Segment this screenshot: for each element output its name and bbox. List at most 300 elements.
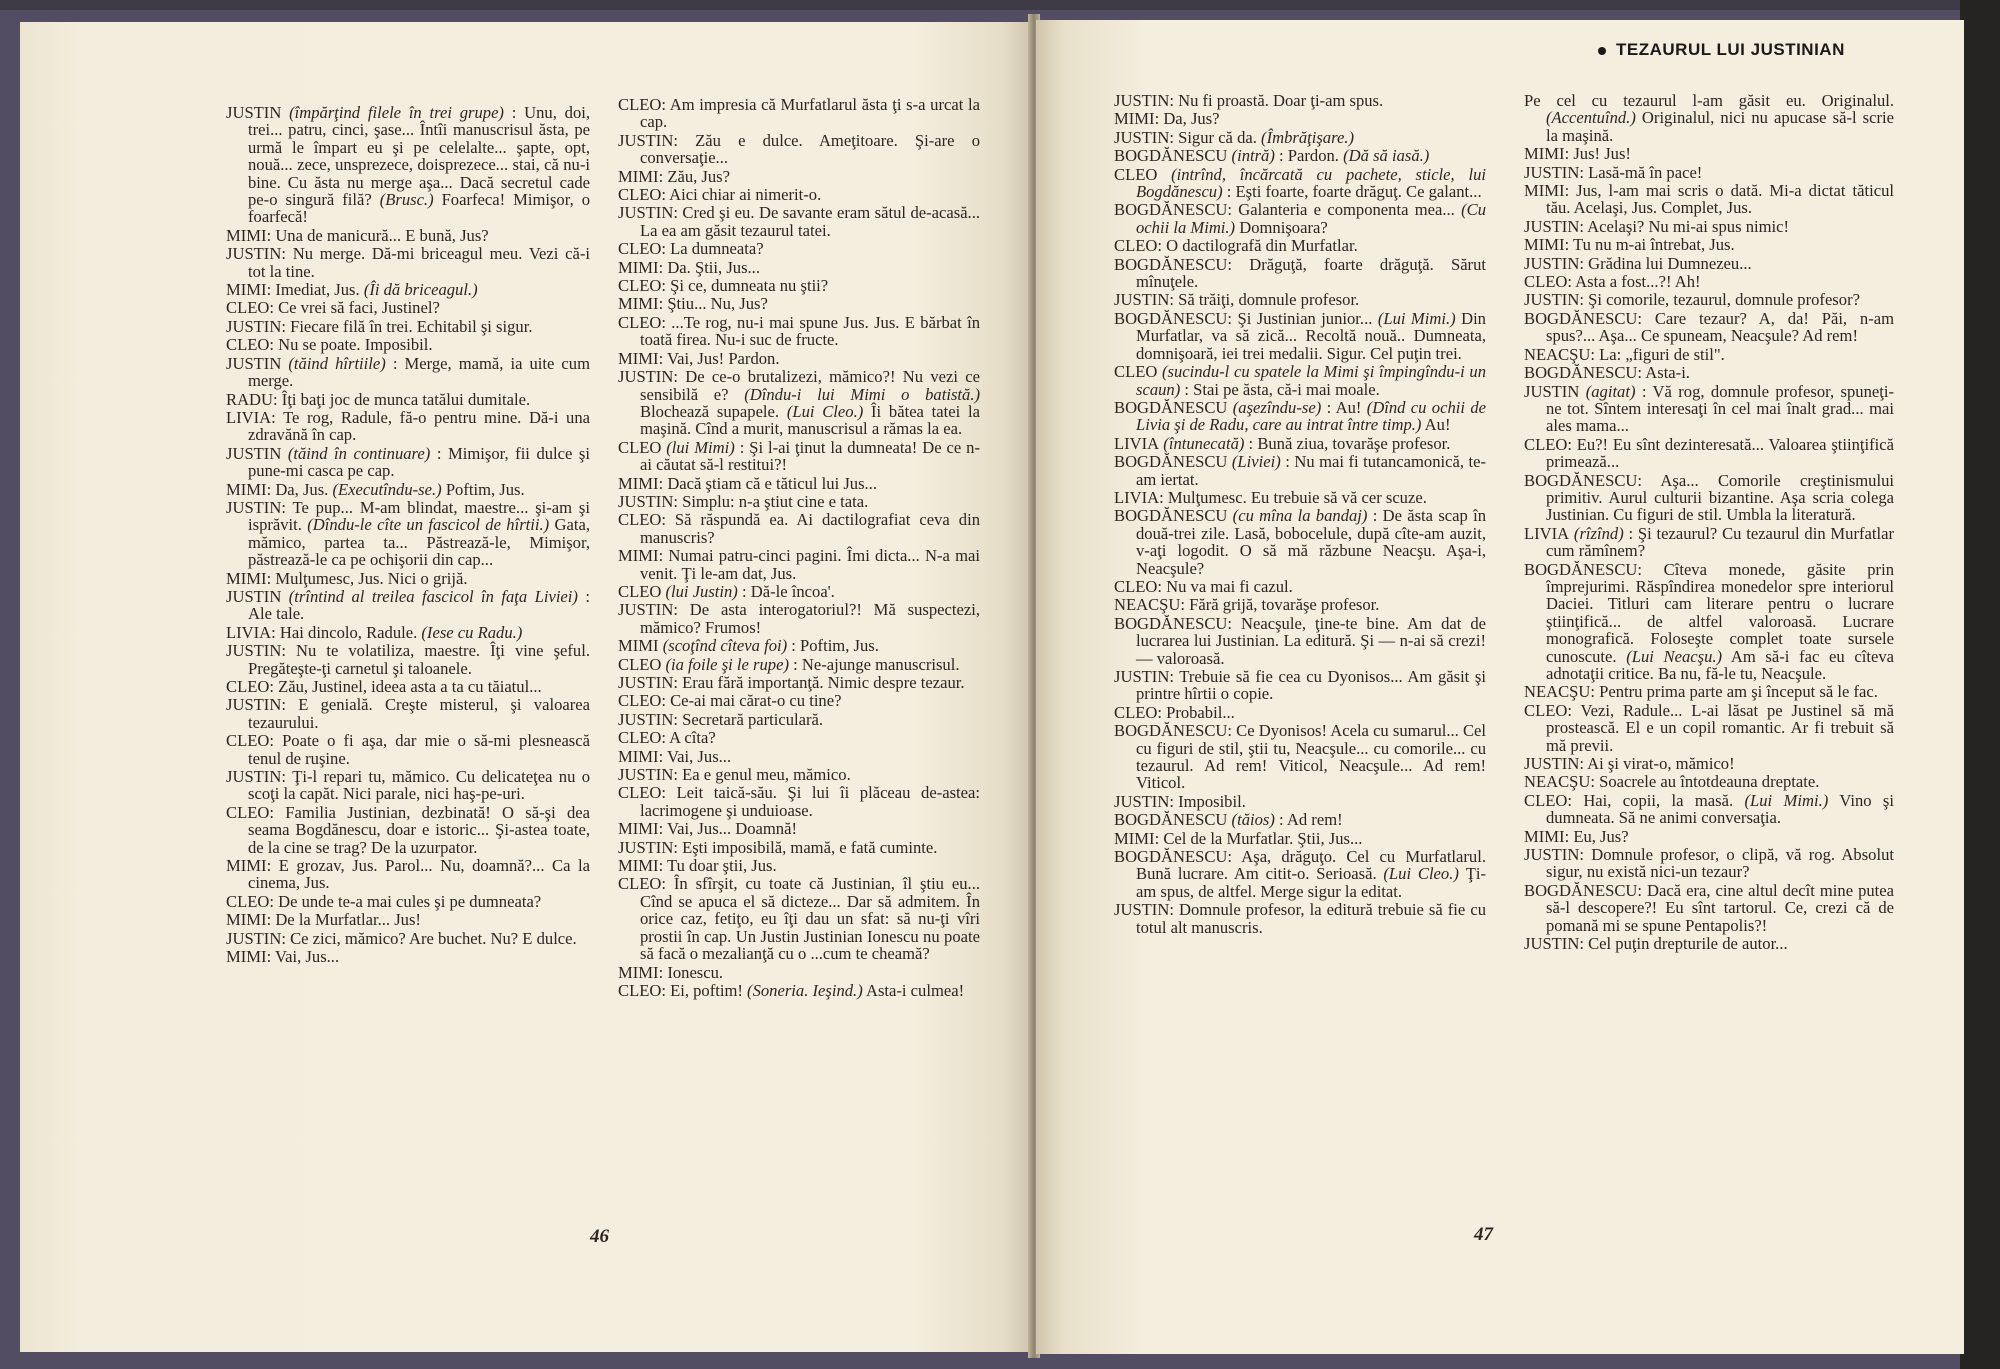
dialogue-text: : Poate o fi aşa, dar mie o să-mi plesnească tenul de ruşine.	[248, 731, 590, 768]
stage-direction: (Lui Cleo.)	[779, 401, 864, 421]
dialogue-text: : Hai, copii, la masă.	[1567, 790, 1734, 810]
speaker-name: JUSTIN	[1524, 754, 1580, 774]
stage-direction: (Lui Mimi.)	[1733, 790, 1829, 810]
dialogue-line	[1524, 255, 1894, 272]
dialogue-text: : Lasă-mă în pace!	[1579, 162, 1703, 182]
speaker-name: BOGDĂNESCU	[1524, 470, 1638, 490]
speaker-name: MIMI	[226, 856, 267, 876]
speaker-name: JUSTIN	[618, 837, 674, 857]
dialogue-line	[226, 930, 590, 947]
dialogue-text: : Şi comorile, tezaurul, domnule profesor?	[1579, 290, 1860, 310]
speaker-name: BOGDĂNESCU	[1524, 559, 1638, 579]
dialogue-line	[1114, 901, 1486, 936]
column-4	[1524, 92, 1894, 954]
stage-direction: (Îi dă briceagul.)	[359, 280, 478, 300]
dialogue-text: : Ştiu... Nu, Jus?	[658, 294, 768, 314]
dialogue-text: : La dumneata?	[661, 239, 764, 259]
speaker-name: BOGDĂNESCU	[1114, 397, 1228, 417]
dialogue-text: : Şi l-ai ţinut la dumneata! De ce n-ai căutat să-l restitui?!	[640, 437, 980, 475]
dialogue-line	[226, 299, 590, 316]
speaker-name: MIMI	[226, 225, 267, 245]
dialogue-text: Am să-i fac eu cîteva adnotaţii critice. Ba nu, fă-le tu, Neacşule.	[1546, 646, 1894, 683]
dialogue-line	[226, 281, 590, 298]
dialogue-line	[1524, 436, 1894, 471]
dialogue-text: : Zău, Jus?	[658, 166, 730, 186]
speaker-name: CLEO	[618, 276, 662, 296]
dialogue-line	[618, 748, 980, 765]
dialogue-line	[618, 439, 980, 474]
dialogue-line	[1524, 792, 1894, 827]
speaker-name: CLEO	[226, 731, 270, 751]
dialogue-text: : Familia Justinian, dezbinată! O să-şi dea seama Bogdănescu, doar e istoric... Şi-astea toate, de la cine se trag? De la uzurpator.	[248, 802, 590, 857]
book-cover-edge	[1960, 0, 2000, 1369]
speaker-name: JUSTIN	[1524, 216, 1580, 236]
dialogue-text: : Grădina lui Dumnezeu...	[1579, 253, 1752, 273]
stage-direction: (rîzînd)	[1569, 523, 1624, 543]
dialogue-text: : Imediat, Jus.	[266, 280, 360, 300]
stage-direction: (Cu ochii la Mimi.)	[1136, 200, 1486, 237]
dialogue-text: : La: „figuri de stil".	[1590, 344, 1725, 364]
stage-direction: (Iese cu Radu.)	[417, 622, 523, 642]
dialogue-text: : Vă rog, domnule profesor, spuneţi-ne tot. Sîntem interesaţi în cel mai înalt grad... mai ales mama...	[1546, 381, 1894, 436]
dialogue-text: : Zău, Justinel, ideea asta a ta cu tăiatul...	[269, 677, 542, 696]
stage-direction: (Lui Mimi.)	[1372, 308, 1456, 328]
speaker-name: JUSTIN	[1524, 162, 1580, 182]
dialogue-text: : Nu fi proastă. Doar ţi-am spus.	[1169, 91, 1384, 110]
speaker-name: CLEO	[618, 654, 662, 674]
speaker-name: JUSTIN	[226, 316, 282, 336]
speaker-name: CLEO	[1524, 272, 1568, 292]
stage-direction: (Soneria. Ieşind.)	[742, 980, 863, 1000]
dialogue-text: : Nu merge. Dă-mi briceagul meu. Vezi că-i tot la tine.	[248, 244, 590, 281]
dialogue-line	[1114, 129, 1486, 146]
speaker-name: MIMI	[1114, 109, 1155, 129]
speaker-name: BOGDĂNESCU	[1114, 613, 1228, 633]
speaker-name: CLEO	[1114, 702, 1158, 722]
dialogue-text: : Galanteria e componenta mea...	[1227, 200, 1455, 220]
dialogue-line	[1114, 256, 1486, 291]
dialogue-line	[1114, 399, 1486, 434]
dialogue-text: : În sfîrşit, cu toate că Justinian, îl ştiu eu... Cînd se apuca el să dicteze... Dar să admitem. În orice caz, fetiţo, eu îţi dau un sfat: să nu-ţi vîri prostii în cap. Un Justin Justinian Ionescu nu poate să facă o mezalianţă cu o ...cum te cheamă?	[640, 874, 980, 964]
dialogue-line	[618, 132, 980, 167]
speaker-name: BOGDĂNESCU	[1114, 452, 1228, 472]
dialogue-line	[226, 624, 590, 641]
speaker-name: MIMI	[1114, 828, 1155, 848]
dialogue-text: : Zău e dulce. Ameţitoare. Şi-are o conversaţie...	[640, 130, 980, 168]
dialogue-text: Îi bătea tatei la maşină. Cînd a murit, manuscrisul a rămas la ea.	[640, 401, 980, 439]
dialogue-line	[226, 732, 590, 767]
speaker-name: MIMI	[1524, 144, 1565, 164]
dialogue-text: : Vai, Jus... Doamnă!	[658, 819, 797, 839]
dialogue-text: Gata, mămico, partea ta... Păstrează-le, Mimişor, păstrează-le ca pe ochişorii din cap...	[248, 515, 591, 570]
speaker-name: NEACŞU	[1524, 682, 1591, 702]
stage-direction: (agitat)	[1579, 381, 1636, 401]
dialogue-text: : Drăguţă, foarte drăguţă. Sărut mînuţele.	[1136, 254, 1486, 292]
speaker-name: BOGDĂNESCU	[1114, 254, 1228, 274]
stage-direction: (Dîndu-i lui Mimi o batistă.)	[728, 384, 980, 404]
dialogue-line	[618, 583, 980, 600]
stage-direction: (întunecată)	[1159, 433, 1245, 453]
dialogue-text: : Ce-ai mai cărat-o cu tine?	[661, 691, 842, 711]
dialogue-line	[1524, 773, 1894, 790]
dialogue-line	[1114, 166, 1486, 201]
dialogue-text: : Merge, mamă, ia uite cum merge.	[248, 353, 590, 391]
dialogue-text: : Jus! Jus!	[1564, 144, 1631, 164]
dialogue-line	[1114, 453, 1486, 488]
speaker-name: RADU	[226, 389, 274, 409]
dialogue-line	[1524, 145, 1894, 162]
dialogue-line	[1524, 310, 1894, 345]
speaker-name: MIMI	[618, 257, 659, 277]
dialogue-line	[226, 588, 590, 623]
dialogue-text: : Eşti imposibilă, mamă, e fată cuminte.	[673, 837, 938, 857]
column-3	[1114, 92, 1486, 937]
dialogue-text: : Cel puţin drepturile de autor...	[1579, 934, 1788, 954]
dialogue-text: : Să trăiţi, domnule profesor.	[1169, 290, 1360, 310]
dialogue-line	[226, 857, 590, 892]
dialogue-text: Poftim, Jus.	[441, 479, 525, 499]
dialogue-text: : Dacă era, cine altul decît mine putea să-l descopere?! Eu sînt tartorul. Ce, crezi că de pomană mi se spune Pentapolis?!	[1546, 880, 1894, 935]
dialogue-line	[1114, 668, 1486, 703]
dialogue-text: : De ăsta scap în două-trei zile. Lasă, bobocelule, după cîte-am auzit, v-aţi logodit. O să mă răzbune Neacşu. Aşa-i, Neacşule?	[1136, 506, 1486, 578]
dialogue-line	[226, 696, 590, 731]
dialogue-text: : Nu mai fi tutancamonică, te-am iertat.	[1136, 452, 1486, 489]
stage-direction: (Brusc.)	[371, 190, 434, 210]
speaker-name: JUSTIN	[1114, 290, 1170, 310]
dialogue-text: : Pentru prima parte am şi început să le fac.	[1590, 682, 1878, 702]
dialogue-line	[1524, 92, 1894, 144]
dialogue-line	[1114, 578, 1486, 595]
dialogue-text: Domnişoara?	[1235, 217, 1328, 237]
stage-direction: (intră)	[1227, 146, 1275, 166]
speaker-name: JUSTIN	[1524, 253, 1580, 273]
dialogue-line	[618, 493, 980, 510]
speaker-name: LIVIA	[1114, 487, 1160, 507]
speaker-name: CLEO	[618, 874, 662, 894]
stage-direction: (cu mîna la bandaj)	[1227, 506, 1368, 526]
dialogue-line	[1524, 702, 1894, 754]
dialogue-line	[618, 350, 980, 367]
dialogue-line	[618, 547, 980, 582]
dialogue-line	[618, 511, 980, 546]
speaker-name: CLEO	[618, 510, 662, 530]
dialogue-line	[618, 784, 980, 819]
dialogue-text: : Tu doar ştii, Jus.	[658, 856, 777, 876]
dialogue-text: : De la Murfatlar... Jus!	[266, 910, 421, 930]
dialogue-line	[618, 982, 980, 999]
speaker-name: BOGDĂNESCU	[1114, 200, 1228, 220]
speaker-name: JUSTIN	[226, 443, 282, 463]
dialogue-text: : Nu va mai fi cazul.	[1157, 576, 1293, 596]
dialogue-text: : Pardon.	[1274, 146, 1339, 166]
dialogue-line	[226, 245, 590, 280]
stage-direction: (Lui Cleo.)	[1376, 864, 1459, 884]
column-2	[618, 96, 980, 1000]
speaker-name: CLEO	[618, 691, 662, 711]
dialogue-line	[618, 204, 980, 239]
speaker-name: JUSTIN	[618, 600, 674, 620]
dialogue-line	[618, 277, 980, 294]
dialogue-text: : Asta a fost...?! Ah!	[1567, 272, 1701, 292]
speaker-name: JUSTIN	[226, 103, 282, 122]
dialogue-text: : E genială. Creşte misterul, şi valoarea tezaurului.	[248, 695, 590, 732]
speaker-name: CLEO	[618, 980, 662, 1000]
dialogue-text: : Da, Jus.	[266, 479, 329, 499]
dialogue-text: : Unu, doi, trei... patru, cinci, şase... Întîi manuscrisul ăsta, pe urmă le împart eu şi pe celelalte... şapte, opt, nouă... zece, unsprezece, doisprezece... stai, că nu-i bine. Cu ăsta nu merge aşa... Dacă secretul cade pe-o singură filă?	[248, 103, 590, 210]
speaker-name: JUSTIN	[618, 765, 674, 785]
dialogue-line	[226, 570, 590, 587]
dialogue-line	[1114, 793, 1486, 810]
bullet-icon	[1598, 47, 1606, 55]
dialogue-text: : Ale tale.	[248, 586, 590, 624]
speaker-name: MIMI	[618, 856, 659, 876]
dialogue-text: : Cred şi eu. De savante eram sătul de-acasă... La ea am găsit tezaurul tatei.	[640, 203, 980, 240]
dialogue-line	[618, 839, 980, 856]
speaker-name: JUSTIN	[226, 586, 282, 606]
speaker-name: CLEO	[1114, 164, 1158, 184]
dialogue-line	[618, 259, 980, 276]
stage-direction: (lui Mimi)	[661, 437, 735, 457]
speaker-name: MIMI	[618, 636, 659, 656]
speaker-name: MIMI	[618, 348, 659, 368]
dialogue-line	[226, 227, 590, 244]
dialogue-text: : Vezi, Radule... L-ai lăsat pe Justinel să mă prostească. El e un copil romantic. Ar fi trebuit să mă previi.	[1546, 700, 1894, 755]
dialogue-text: : Da. Ştii, Jus...	[658, 257, 760, 277]
dialogue-text: : Ce vrei să faci, Justinel?	[269, 298, 440, 318]
speaker-name: CLEO	[226, 298, 270, 318]
speaker-name: BOGDĂNESCU	[1114, 308, 1228, 328]
dialogue-text: : Tu nu m-ai întrebat, Jus.	[1564, 235, 1735, 255]
dialogue-text: : Vai, Jus...	[658, 746, 732, 766]
dialogue-line	[226, 104, 590, 226]
dialogue-line	[226, 948, 590, 965]
dialogue-text: Asta-i culmea!	[862, 980, 965, 1000]
speaker-name: CLEO	[226, 891, 270, 911]
dialogue-line	[226, 409, 590, 444]
dialogue-line	[1114, 615, 1486, 667]
dialogue-text: : Vai, Jus...	[266, 947, 340, 967]
speaker-name: MIMI	[618, 546, 659, 566]
dialogue-text: : Cel de la Murfatlar. Ştii, Jus...	[1154, 828, 1363, 848]
speaker-name: JUSTIN	[226, 244, 282, 264]
speaker-name: CLEO	[618, 185, 662, 205]
dialogue-text: : Şi ce, dumneata nu ştii?	[661, 276, 829, 296]
dialogue-line	[618, 240, 980, 257]
stage-direction: (Dă să iasă.)	[1338, 146, 1430, 166]
dialogue-line	[1524, 346, 1894, 363]
stage-direction: (aşezîndu-se)	[1227, 397, 1322, 417]
dialogue-line	[1524, 935, 1894, 952]
dialogue-text: : Ne-ajunge manuscrisul.	[788, 654, 960, 674]
speaker-name: JUSTIN	[618, 709, 674, 729]
dialogue-line	[618, 766, 980, 783]
dialogue-text: : Îţi baţi joc de munca tatălui dumitale.	[273, 389, 531, 409]
dialogue-text: : Dă-le încoa'.	[737, 581, 835, 601]
speaker-name: JUSTIN	[1524, 381, 1580, 401]
stage-direction: (sucindu-l cu spatele la Mimi şi împingîndu-i un scaun)	[1136, 362, 1486, 399]
dialogue-line	[1114, 310, 1486, 362]
speaker-name: CLEO	[618, 581, 662, 601]
dialogue-text: Ţi-am spus, de altfel. Merge sigur la editat.	[1136, 864, 1486, 901]
speaker-name: JUSTIN	[1114, 791, 1170, 811]
dialogue-text: : Ce zici, mămico? Are buchet. Nu? E dulce.	[281, 928, 577, 948]
speaker-name: JUSTIN	[226, 928, 282, 948]
dialogue-line	[618, 875, 980, 962]
dialogue-text: : Nu se poate. Imposibil.	[269, 335, 433, 355]
speaker-name: CLEO	[1524, 700, 1568, 720]
speaker-name: CLEO	[226, 802, 270, 822]
dialogue-line	[618, 820, 980, 837]
dialogue-line	[226, 804, 590, 856]
speaker-name: LIVIA	[226, 622, 272, 642]
dialogue-text: : Vai, Jus! Pardon.	[658, 348, 780, 368]
dialogue-line	[1114, 830, 1486, 847]
speaker-name: MIMI	[1524, 826, 1565, 846]
speaker-name: JUSTIN	[226, 353, 282, 373]
speaker-name: MIMI	[226, 280, 267, 300]
speaker-name: JUSTIN	[618, 367, 674, 387]
dialogue-line	[1114, 722, 1486, 792]
speaker-name: CLEO	[618, 312, 662, 332]
dialogue-text: Vino şi dumneata. Să ne animi conversaţia.	[1546, 790, 1894, 828]
dialogue-line	[226, 893, 590, 910]
speaker-name: LIVIA	[1524, 523, 1570, 543]
dialogue-line	[1524, 561, 1894, 683]
dialogue-text: : Dacă ştiam că e tăticul lui Jus...	[658, 473, 877, 493]
dialogue-line	[1524, 182, 1894, 217]
page-number-right: 47	[1474, 1224, 1493, 1245]
dialogue-text: : Te rog, Radule, fă-o pentru mine. Dă-i una zdravănă în cap.	[248, 407, 590, 445]
speaker-name: MIMI	[618, 819, 659, 839]
speaker-name: CLEO	[618, 239, 662, 259]
dialogue-text: : Aşa, drăguţo. Cel cu Murfatlarul. Bună lucrare. Am citit-o. Serioasă.	[1136, 847, 1486, 884]
dialogue-text: : Cîteva monede, găsite prin împrejurimi. Răspîndirea monedelor spre interiorul Daciei. Titluri cam literare pentru o lucrare ştiinţifică... de altfel valoroasă. Lucrare monografică. Foloseşte complet toate sursele cunoscute.	[1546, 559, 1894, 666]
dialogue-line	[618, 656, 980, 673]
dialogue-line	[618, 186, 980, 203]
stage-direction: (Accentuînd.)	[1546, 108, 1636, 128]
stage-direction: (Executîndu-se.)	[328, 479, 442, 499]
speaker-name: BOGDĂNESCU	[1114, 810, 1228, 830]
dialogue-line	[226, 481, 590, 498]
speaker-name: CLEO	[1114, 576, 1158, 596]
speaker-name: JUSTIN	[618, 673, 674, 692]
dialogue-line	[1524, 828, 1894, 845]
stage-direction: (Dîndu-le cîte un fascicol de hîrtii.)	[301, 515, 550, 535]
speaker-name: CLEO	[1114, 362, 1158, 382]
dialogue-text: : Trebuie să fie cea cu Dyonisos... Am găsit şi printre hîrtii o copie.	[1136, 667, 1486, 704]
dialogue-text: : Fără grijă, tovarăşe profesor.	[1180, 595, 1380, 615]
dialogue-text: : Bună ziua, tovarăşe profesor.	[1244, 433, 1451, 453]
speaker-name: MIMI	[618, 746, 659, 766]
dialogue-line	[1114, 291, 1486, 308]
dialogue-text: : Am impresia că Murfatlarul ăsta ţi s-a urcat la cap.	[640, 95, 980, 132]
left-page	[20, 22, 1032, 1352]
stage-direction: (tăind hîrtiile)	[281, 353, 386, 373]
dialogue-text: : Mulţumesc, Jus. Nici o grijă.	[266, 568, 468, 588]
dialogue-text: : Secretară particulară.	[673, 709, 824, 729]
speaker-name: CLEO	[1114, 236, 1158, 256]
dialogue-line	[618, 168, 980, 185]
dialogue-line	[1524, 383, 1894, 435]
dialogue-line	[226, 355, 590, 390]
dialogue-line	[618, 857, 980, 874]
dialogue-line	[1524, 882, 1894, 934]
dialogue-text: : E grozav, Jus. Parol... Nu, doamnă?... Ca la cinema, Jus.	[248, 856, 590, 893]
dialogue-line	[1524, 846, 1894, 881]
dialogue-line	[226, 318, 590, 335]
speaker-name: LIVIA	[1114, 433, 1160, 453]
speaker-name: JUSTIN	[1114, 900, 1170, 920]
dialogue-text: : A cîta?	[661, 728, 716, 748]
speaker-name: CLEO	[226, 335, 270, 355]
dialogue-line	[226, 642, 590, 677]
dialogue-line	[618, 729, 980, 746]
dialogue-line	[1114, 811, 1486, 828]
speaker-name: JUSTIN	[618, 203, 674, 223]
dialogue-text: : Ce Dyonisos! Acela cu sumarul... Cel cu figuri de stil, ştii tu, Neacşule... cu comorile... cu tezaurul. Ad rem! Viticol, Neacşule... Ad rem! Viticol.	[1136, 721, 1486, 793]
dialogue-line	[1114, 489, 1486, 506]
dialogue-text: : Hai dincolo, Radule.	[271, 622, 418, 642]
running-title: TEZAURUL LUI JUSTINIAN	[1616, 40, 1845, 59]
speaker-name: BOGDĂNESCU	[1114, 146, 1228, 166]
speaker-name: MIMI	[618, 294, 659, 314]
dialogue-text: : Fiecare filă în trei. Echitabil şi sigur.	[281, 316, 533, 336]
dialogue-line	[618, 314, 980, 349]
stage-direction: (trîntind al treilea fascicol în faţa Liviei)	[281, 586, 578, 606]
dialogue-text: : Una de manicură... E bună, Jus?	[266, 225, 489, 245]
speaker-name: CLEO	[226, 677, 270, 696]
stage-direction: (scoţînd cîteva foi)	[658, 636, 788, 656]
dialogue-line	[1114, 363, 1486, 398]
stage-direction: (lui Justin)	[661, 581, 738, 601]
dialogue-text: : O dactilografă din Murfatlar.	[1157, 236, 1358, 256]
dialogue-text: : Domnule profesor, o clipă, vă rog. Absolut sigur, nu există nici-un tezaur?	[1546, 845, 1894, 882]
dialogue-line	[1114, 237, 1486, 254]
speaker-name: JUSTIN	[618, 491, 674, 511]
dialogue-line	[1114, 596, 1486, 613]
speaker-name: JUSTIN	[1524, 845, 1580, 865]
dialogue-text: Din Murfatlar, va să zică... Recoltă nouă.. Dumneata, domnişoară, iei trei medalii. Sigur. Cel puţin trei.	[1136, 308, 1486, 363]
dialogue-text: : Domnule profesor, la editură trebuie să fie cu totul alt manuscris.	[1136, 900, 1486, 937]
dialogue-line	[618, 475, 980, 492]
dialogue-line	[1524, 291, 1894, 308]
dialogue-text: : Ea e genul meu, mămico.	[673, 765, 851, 785]
dialogue-line	[226, 336, 590, 353]
dialogue-text: : Soacrele au întotdeauna dreptate.	[1590, 772, 1820, 792]
speaker-name: CLEO	[618, 783, 662, 803]
dialogue-line	[618, 637, 980, 654]
dialogue-line	[1524, 525, 1894, 560]
speaker-name: MIMI	[226, 568, 267, 588]
dialogue-text: : Jus, l-am mai scris o dată. Mi-a dictat tăticul tău. Acelaşi, Jus. Complet, Jus.	[1546, 181, 1894, 218]
speaker-name: MIMI	[1524, 235, 1565, 255]
dialogue-text: Foarfeca! Mimişor, o foarfecă!	[248, 190, 590, 227]
speaker-name: MIMI	[226, 910, 267, 930]
column-1	[226, 104, 590, 967]
dialogue-text: : Şi tezaurul? Cu tezaurul din Murfatlar cum rămînem?	[1546, 523, 1894, 561]
dialogue-text: : Probabil...	[1157, 702, 1235, 722]
dialogue-text: : Sigur că da.	[1169, 127, 1257, 147]
dialogue-text: : Poftim, Jus.	[787, 636, 879, 656]
speaker-name: BOGDĂNESCU	[1524, 363, 1638, 383]
dialogue-line	[226, 445, 590, 480]
dialogue-line	[1524, 364, 1894, 381]
stage-direction: (tăios)	[1227, 810, 1275, 830]
dialogue-line	[226, 678, 590, 695]
speaker-name: JUSTIN	[618, 130, 674, 150]
dialogue-text: : Leit taică-său. Şi lui îi plăceau de-astea: lacrimogene şi unduioase.	[640, 783, 980, 820]
speaker-name: CLEO	[618, 728, 662, 748]
